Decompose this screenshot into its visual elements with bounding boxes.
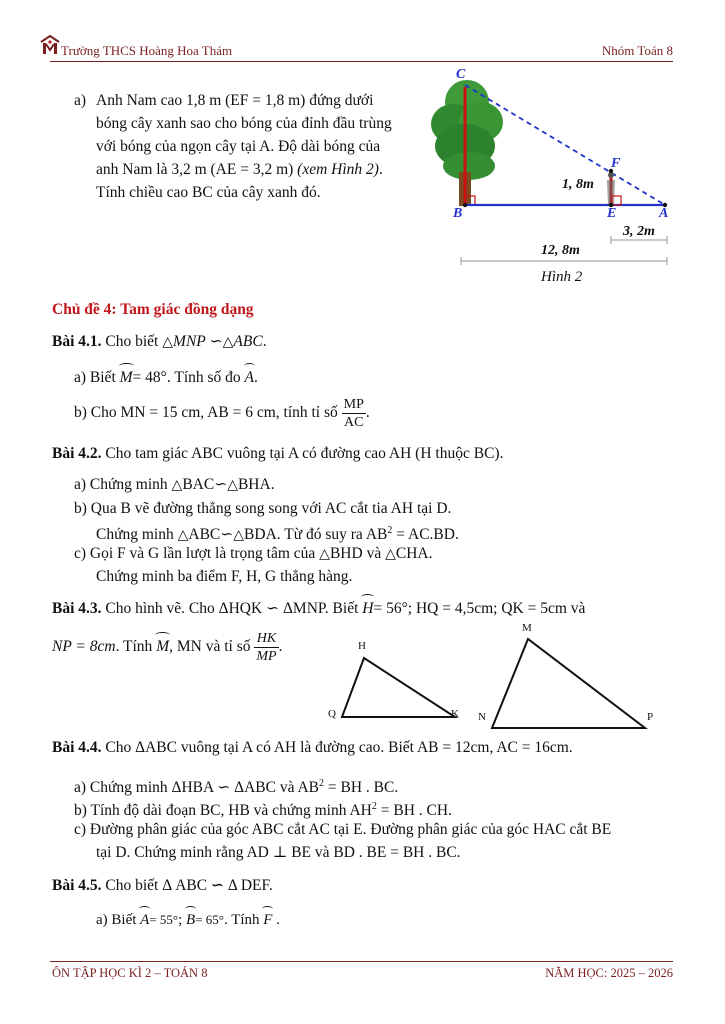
figure-reference: (xem Hình 2) [297, 161, 379, 178]
b44-b: b) Tính độ dài đoạn BC, HB và chứng minh $AH^2$ = BH . CH. [74, 801, 452, 820]
header-school: Trường THCS Hoàng Hoa Thám [61, 43, 233, 58]
label-ae: 3, 2m [623, 224, 655, 239]
problem-a-prefix: a) [74, 92, 87, 109]
triangle-icon: △ [385, 547, 396, 562]
angle-b: B [186, 909, 195, 932]
footer-rule [50, 961, 673, 962]
b41-intro: Bài 4.1. Cho biết △MNP ∽△ABC. [52, 330, 267, 354]
b43-line-1: Bài 4.3. Cho hình vẽ. Cho ΔHQK ∽ ΔMNP. Biết H= 56°; HQ = 4,5cm; QK = 5cm và [52, 597, 677, 620]
triangle-hqk [342, 658, 455, 717]
label-ba: 12, 8m [541, 243, 580, 258]
triangle-icon: △ [177, 528, 189, 544]
problem-a-text [96, 89, 421, 204]
fraction-hk-mp: $\frac{HK}{MP}$ [256, 631, 277, 664]
problem-a-line-1: Anh Nam cao 1,8 m (EF = 1,8 m) đứng dưới [96, 92, 374, 109]
b41-b: b) Cho MN = 15 cm, AB = 6 cm, tính tỉ số $\frac{MP}{AC}$ . [74, 397, 370, 430]
school-logo [40, 34, 60, 56]
b41-title: Bài 4.1. [52, 333, 102, 350]
label-m: M [522, 622, 532, 634]
similar-icon: ∽ [266, 600, 280, 617]
tree-icon [431, 80, 503, 206]
triangle-icon: △ [319, 547, 330, 562]
label-c: C [456, 67, 466, 82]
b45-intro: Bài 4.5. Cho biết Δ ABC ∽ Δ DEF. [52, 877, 273, 894]
label-k: K [451, 708, 459, 720]
b42-c2: Chứng minh ba điểm F, H, G thẳng hàng. [96, 568, 353, 585]
angle-m: M [120, 366, 133, 389]
angle-m: M [156, 635, 169, 658]
b44-a: a) Chứng minh ΔHBA ∽ ΔABC và $AB^2$ = BH . BC. [74, 778, 399, 797]
header-group: Nhóm Toán 8 [601, 43, 673, 58]
b43-line-2: NP = 8cm. Tính M, MN và tỉ số $\frac{HK}{MP}$ . [52, 631, 283, 664]
label-height: 1, 8m [562, 177, 594, 192]
b43-figure [320, 620, 670, 735]
label-p: P [647, 711, 654, 723]
b42-a: a) Chứng minh △BAC∽△BHA. [74, 473, 275, 497]
b44-title: Bài 4.4. [52, 739, 102, 756]
label-h: H [358, 640, 366, 652]
topic-title: Chủ đề 4: Tam giác đồng dạng [52, 301, 254, 318]
label-e: E [607, 206, 617, 221]
problem-a-line-3: với bóng của ngọn cây tại A. Độ dài bóng của [96, 138, 381, 155]
b45-title: Bài 4.5. [52, 877, 102, 894]
b42-title: Bài 4.2. [52, 445, 102, 462]
label-q: Q [328, 708, 336, 720]
problem-a-line-5: Tính chiều cao BC của cây xanh đó. [96, 184, 321, 201]
angle-a: A [140, 909, 149, 932]
similar-icon: ∽ [220, 526, 234, 544]
triangle-icon: △ [227, 478, 238, 493]
fraction-mp-ac: $\frac{MP}{AC}$ [343, 397, 364, 430]
angle-a: A [245, 366, 254, 389]
footer-left: ÔN TẬP HỌC KÌ 2 – TOÁN 8 [52, 966, 208, 980]
similar-icon: ∽ [210, 877, 224, 894]
b43-title: Bài 4.3. [52, 600, 102, 617]
triangle-icon: △ [233, 528, 245, 544]
b44-c1: c) Đường phân giác của góc ABC cắt AC tại E. Đường phân giác của góc HAC cắt BE [74, 821, 612, 838]
similar-icon: ∽ [209, 333, 223, 350]
similar-icon: ∽ [217, 779, 231, 797]
label-a: A [659, 206, 669, 221]
person-icon [607, 172, 615, 205]
b45-a: a) Biết A= 55°; B= 65°. Tính F . [96, 908, 280, 932]
triangle-mnp [492, 639, 645, 728]
triangle-icon: △ [222, 335, 234, 350]
footer-right: NĂM HỌC: 2025 – 2026 [545, 966, 673, 980]
problem-a-line-2: bóng cây xanh sao cho bóng của đỉnh đầu trùng [96, 115, 392, 132]
triangle-icon: △ [171, 478, 183, 493]
similar-icon: ∽ [214, 476, 228, 493]
angle-h: H [362, 597, 373, 620]
label-n: N [478, 711, 486, 723]
label-f: F [611, 156, 621, 171]
b44-c2: tại D. Chứng minh rằng AD ⊥ BE và BD . BE = BH . BC. [96, 844, 461, 861]
b41-a: a) Biết M= 48°. Tính số đo A. [74, 366, 258, 389]
triangle-icon: △ [162, 335, 174, 350]
b42-intro: Bài 4.2. Cho tam giác ABC vuông tại A có đường cao AH (H thuộc BC). [52, 445, 504, 462]
problem-a-line-4: anh Nam là 3,2 m (AE = 3,2 m) (xem Hình 2). [96, 161, 383, 178]
label-b: B [453, 206, 463, 221]
b42-b1: b) Qua B vẽ đường thẳng song song với AC cắt tia AH tại D. [74, 500, 452, 517]
figure-2-caption: Hình 2 [541, 269, 583, 285]
b42-b2: Chứng minh △ABC∽△BDA. Từ đó suy ra $AB^2 = AC.BD$. [96, 519, 459, 547]
angle-f: F [263, 909, 272, 932]
b44-intro: Bài 4.4. Cho ΔABC vuông tại A có AH là đường cao. Biết AB = 12cm, AC = 16cm. [52, 739, 573, 756]
school-logo-icon [40, 34, 60, 56]
b42-c1: c) Gọi F và G lần lượt là trọng tâm của △BHD và △CHA. [74, 542, 432, 566]
